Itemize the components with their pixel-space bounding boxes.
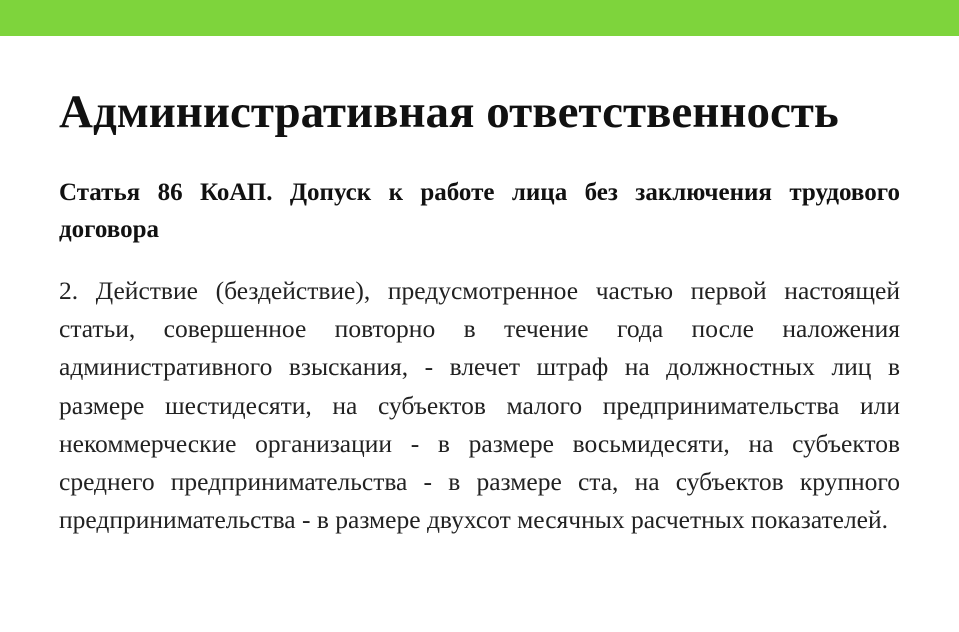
article-body-text: 2. Действие (бездействие), предусмотренное частью первой настоящей статьи, совершенное повторно в течение года после наложения административного взыскания, - влечет штраф на должностных лиц в размере шестидесяти, на субъектов малого предпринимательства или некоммерческие организации - в размере восьмидесяти, на субъектов среднего предпринимательства - в размере ста, на субъектов крупного предпринимательства - в размере двухсот месячных расчетных показателей. [59,276,900,535]
top-accent-bar [0,0,959,36]
article-heading: Статья 86 КоАП. Допуск к работе лица без заключения трудового договора [59,179,900,243]
slide-title: Административная ответственность [59,86,839,138]
